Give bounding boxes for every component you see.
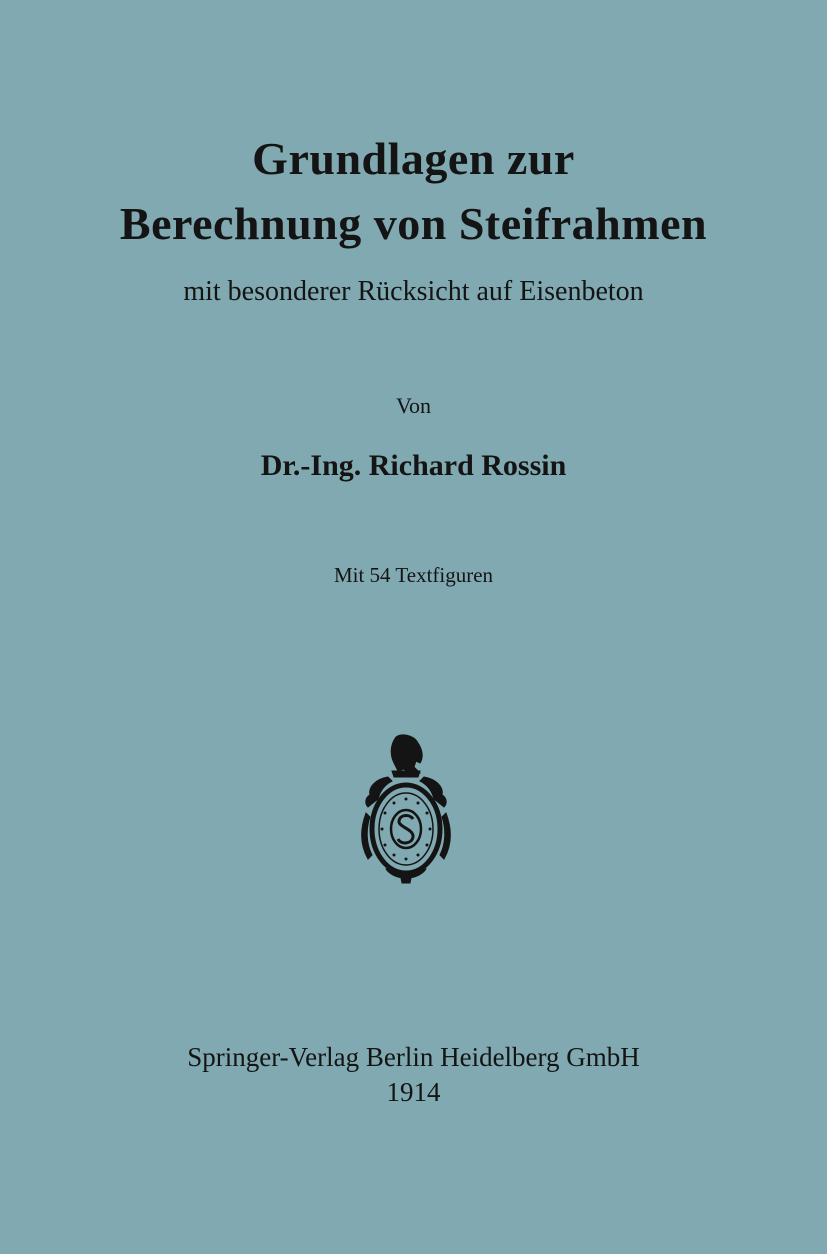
publisher-name: Springer-Verlag Berlin Heidelberg GmbH (187, 1042, 640, 1072)
subtitle: mit besonderer Rücksicht auf Eisenbeton (183, 276, 644, 307)
publication-year: 1914 (386, 1077, 441, 1107)
figures-note: Mit 54 Textfiguren (333, 563, 494, 587)
author-name: Dr.-Ing. Richard Rossin (260, 449, 567, 482)
by-label: Von (395, 393, 432, 418)
title-line-1: Grundlagen zur (252, 133, 575, 184)
springer-knight-logo-icon (358, 733, 454, 885)
title-line-2: Berechnung von Steifrahmen (119, 198, 708, 249)
